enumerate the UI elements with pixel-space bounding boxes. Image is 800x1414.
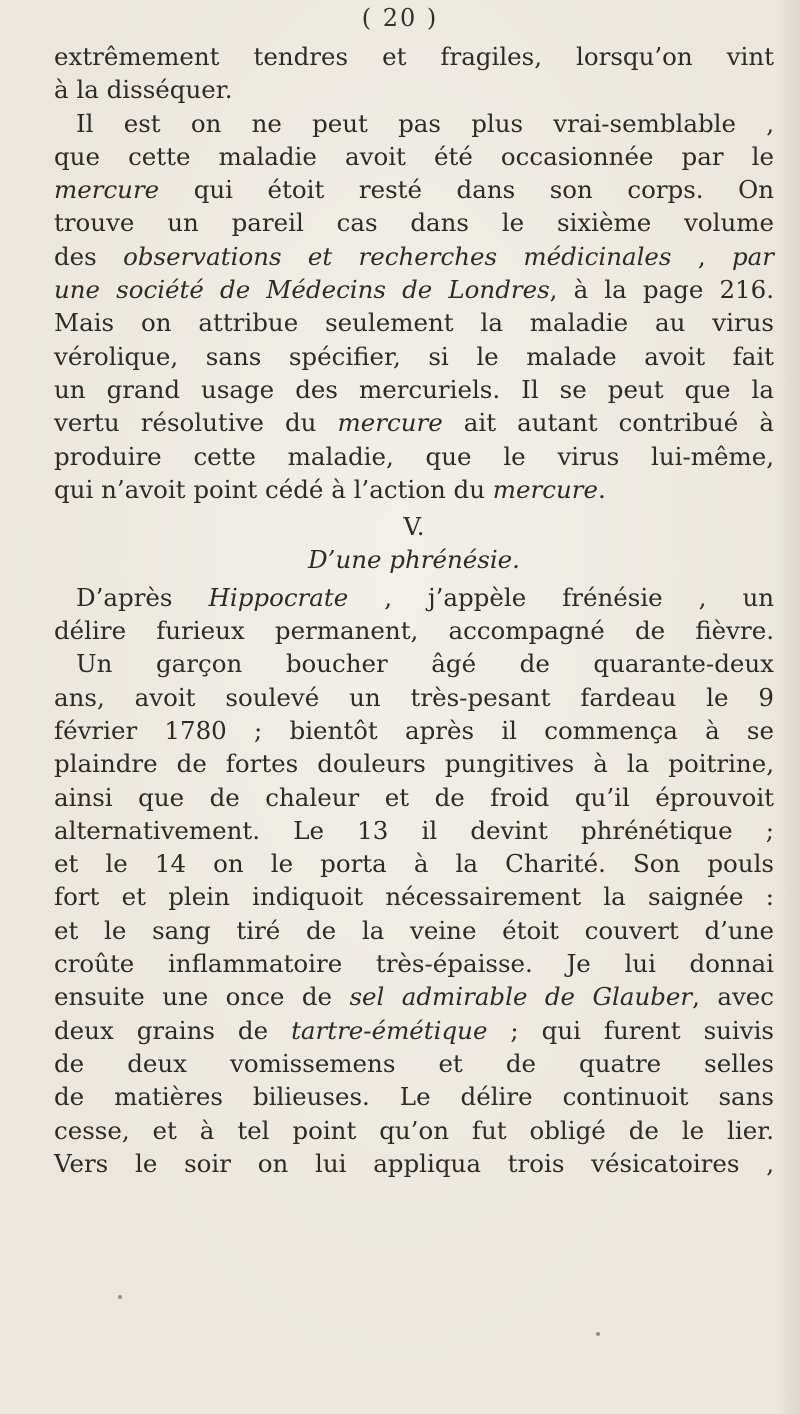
blank-lower-margin <box>0 1190 800 1390</box>
text-line <box>54 173 774 206</box>
text-line: et le 14 on le porta à la Charité. Son pouls <box>54 849 774 879</box>
text-line: extrêmement tendres et fragiles, lorsqu’on vint <box>54 42 774 71</box>
text-fragment: , avec <box>692 982 775 1012</box>
text-fragment: . <box>597 474 606 504</box>
page-number: ( 20 ) <box>361 4 439 32</box>
section-numeral: V. <box>403 512 425 542</box>
text-line <box>54 980 774 1013</box>
text-fragment: D’après <box>76 582 209 612</box>
text-line: alternativement. Le 13 il devint phrénétique ; <box>54 815 774 845</box>
text-line: délire furieux permanent, accompagné de fièvre. <box>54 616 774 646</box>
text-line: à la disséquer. <box>54 75 233 105</box>
text-line-content: Un garçon boucher âgé de quarante-deux <box>76 649 774 679</box>
text-line: ans, avoit soulevé un très-pesant fardeau le 9 <box>54 682 774 712</box>
text-line: fort et plein indiquoit nécessairement la saignée : <box>54 882 774 912</box>
italic-term: sel admirable de Glauber <box>349 982 693 1012</box>
text-fragment: ensuite une once de <box>54 982 350 1012</box>
italic-term: tartre-émétique <box>291 1015 488 1045</box>
italic-term: par <box>731 241 774 271</box>
text-line: un grand usage des mercuriels. Il se peut que la <box>54 374 774 404</box>
text-line: produire cette maladie, que le virus lui-même, <box>54 441 774 471</box>
text-fragment: qui étoit resté dans son corps. On <box>159 175 774 205</box>
italic-term: une société de Médecins de Londres <box>54 275 550 305</box>
text-line <box>54 1014 774 1047</box>
text-line <box>54 473 774 506</box>
ink-speck <box>118 1295 122 1299</box>
italic-term: observations et recherches médicinales <box>123 241 672 271</box>
text-line <box>54 406 774 439</box>
page-body <box>54 40 774 1180</box>
text-line: de matières bilieuses. Le délire continuoit sans <box>54 1082 774 1112</box>
text-fragment: , <box>671 241 732 271</box>
text-fragment: vertu résolutive du <box>54 408 338 438</box>
text-line: et le sang tiré de la veine étoit couvert d’une <box>54 915 774 945</box>
italic-term: mercure <box>54 175 160 205</box>
text-line: Mais on attribue seulement la maladie au virus <box>54 308 774 338</box>
text-line: que cette maladie avoit été occasionnée par le <box>54 141 774 171</box>
text-line <box>54 647 774 680</box>
text-fragment: qui n’avoit point cédé à l’action du <box>54 474 493 504</box>
text-fragment: ait autant contribué à <box>442 408 774 438</box>
text-line <box>54 581 774 614</box>
text-line <box>54 240 774 273</box>
text-fragment: , à la page 216. <box>549 275 774 305</box>
text-line: février 1780 ; bientôt après il commença à se <box>54 715 774 745</box>
text-line: vérolique, sans spécifier, si le malade avoit fait <box>54 341 774 371</box>
italic-term: Hippocrate <box>208 582 349 612</box>
text-fragment: deux grains de <box>54 1015 292 1045</box>
text-line: cesse, et à tel point qu’on fut obligé de le lier. <box>54 1115 774 1145</box>
text-line <box>54 273 774 306</box>
text-fragment: ; qui furent suivis <box>487 1015 775 1045</box>
text-fragment: des <box>54 241 124 271</box>
section-title: D’une phrénésie. <box>308 545 520 575</box>
text-line: Vers le soir on lui appliqua trois vésicatoires , <box>54 1148 774 1178</box>
text-line: croûte inflammatoire très-épaisse. Je lui donnai <box>54 949 774 979</box>
italic-term: mercure <box>337 408 443 438</box>
text-line: ainsi que de chaleur et de froid qu’il éprouvoit <box>54 782 774 812</box>
ink-speck <box>596 1332 600 1336</box>
italic-term: mercure <box>492 474 598 504</box>
text-line <box>54 107 774 140</box>
text-fragment: , j’appèle frénésie , un <box>348 582 775 612</box>
text-line: trouve un pareil cas dans le sixième volume <box>54 208 774 238</box>
text-line-content: Il est on ne peut pas plus vrai-semblable , <box>76 108 774 138</box>
text-line: de deux vomissemens et de quatre selles <box>54 1048 774 1078</box>
text-line: plaindre de fortes douleurs pungitives à la poitrine, <box>54 749 774 779</box>
